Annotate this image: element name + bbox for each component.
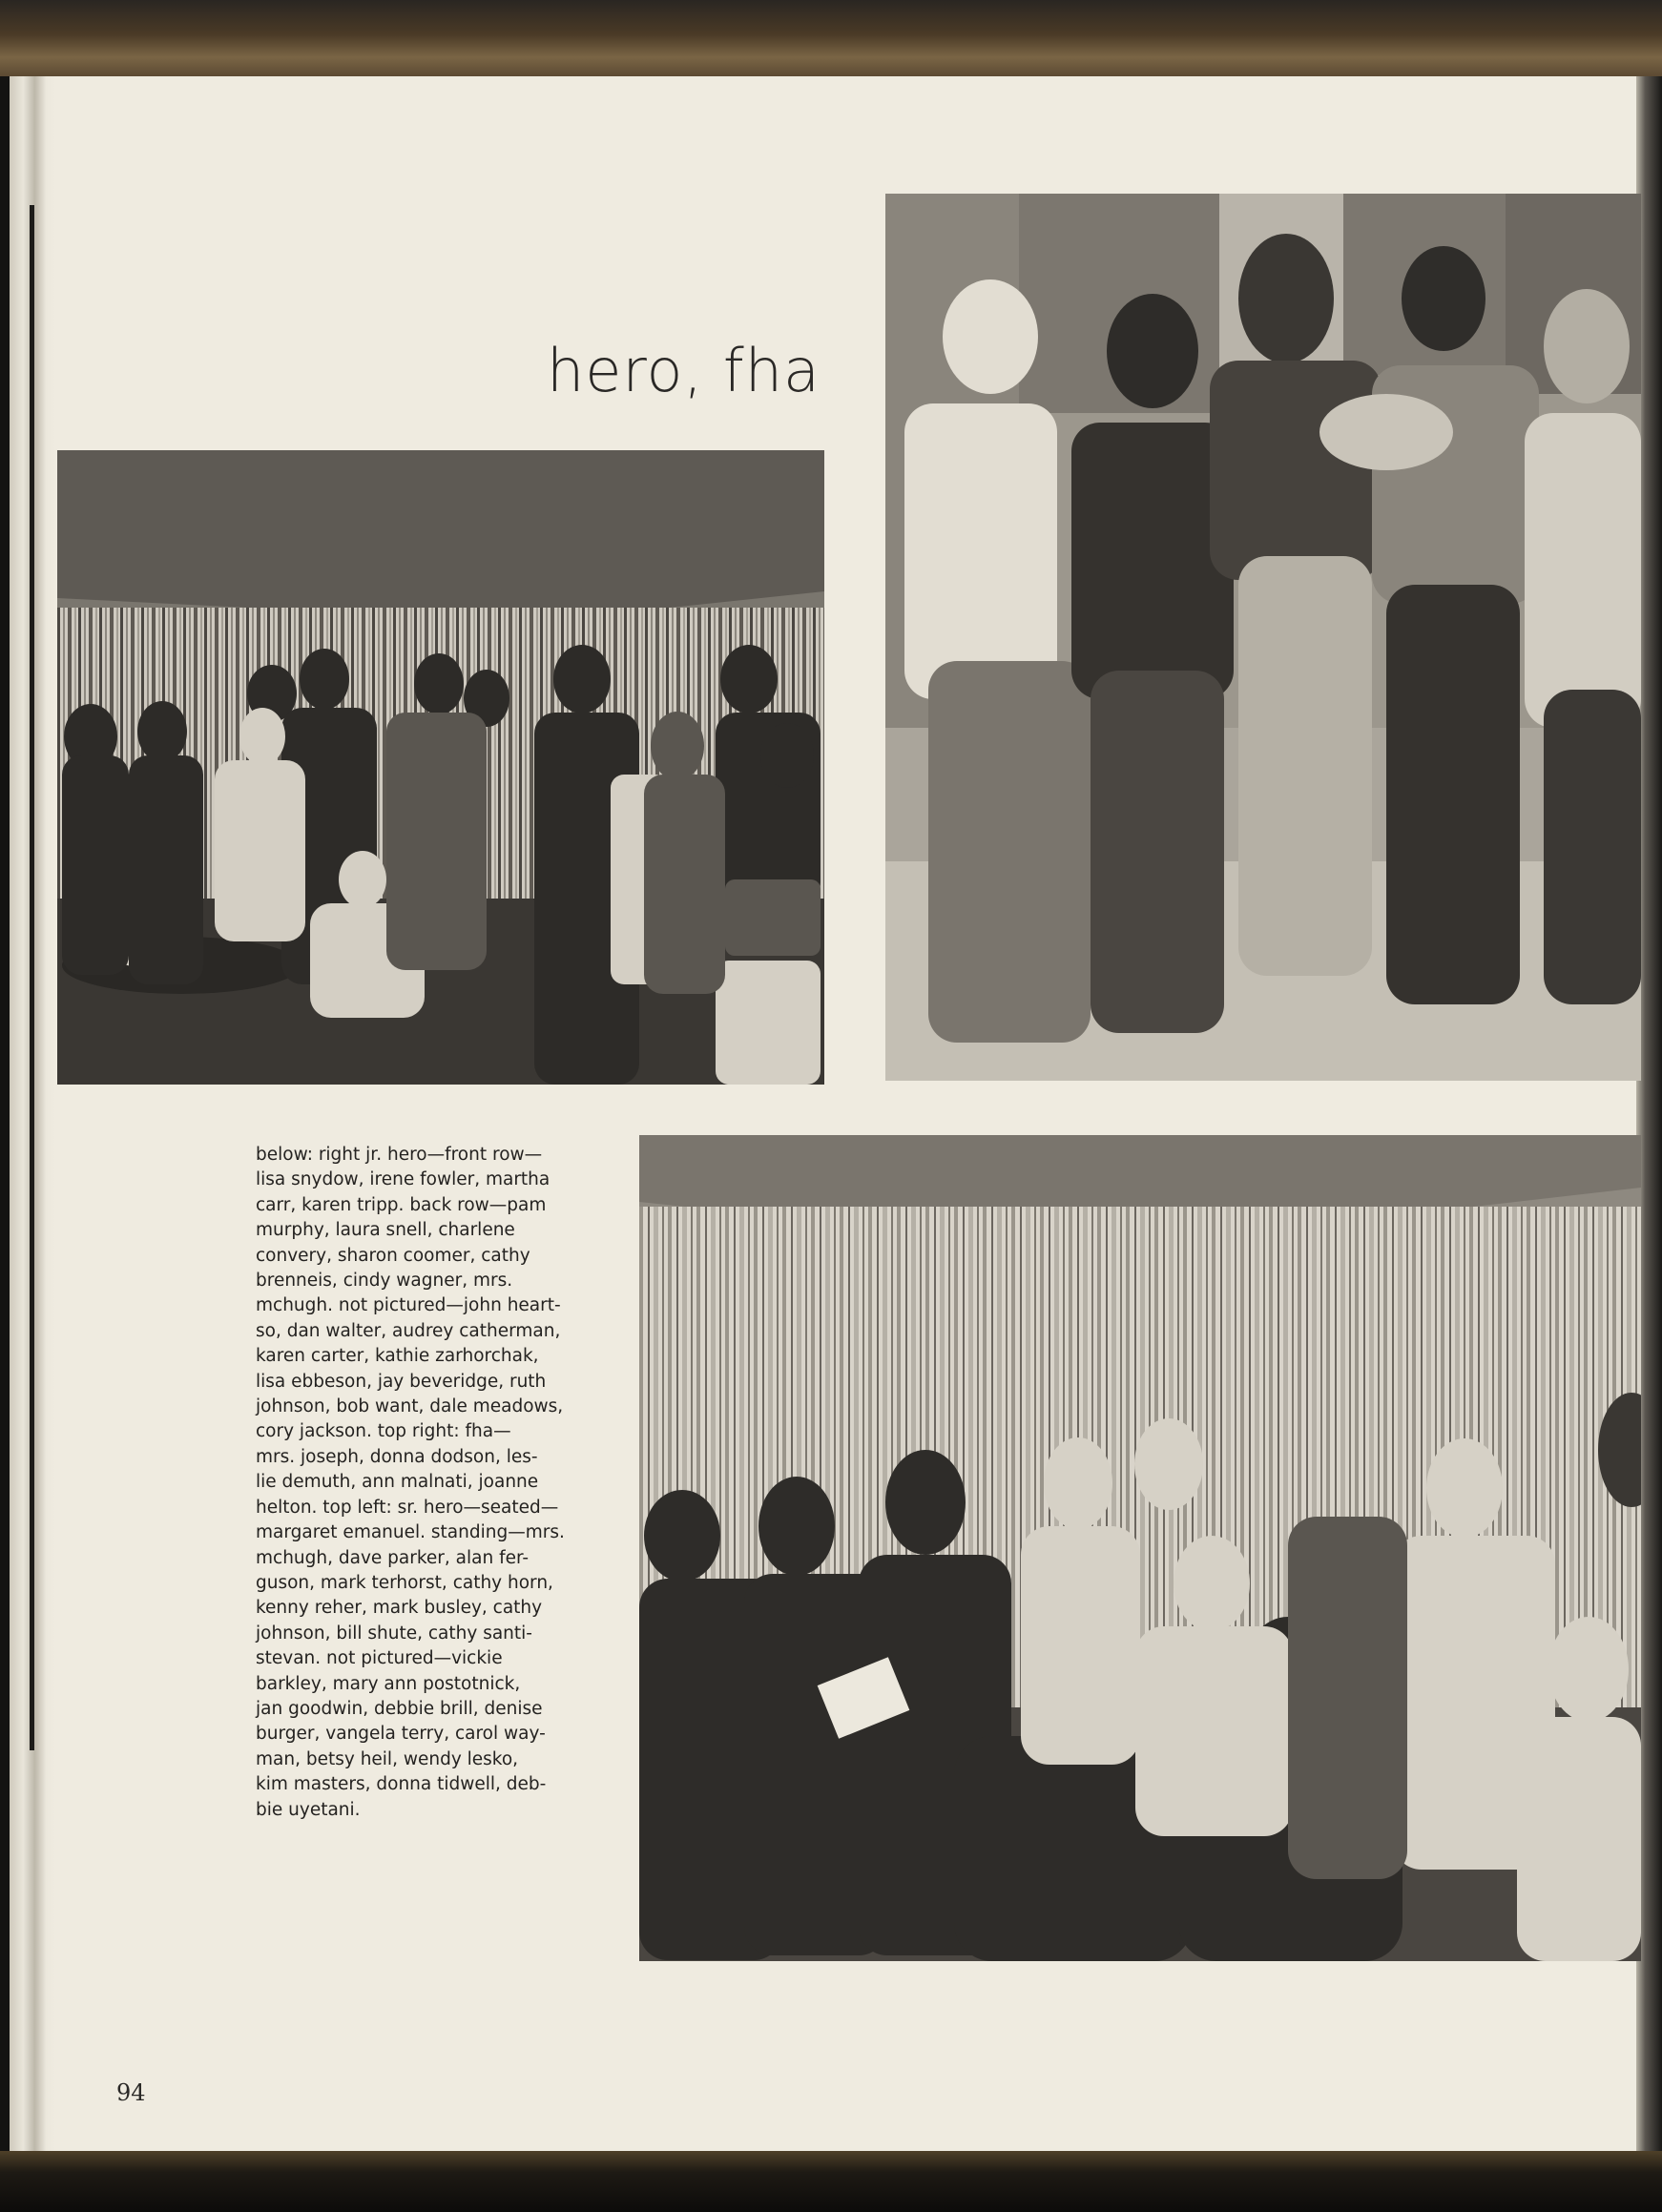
caption-line: stevan. not pictured—vickie xyxy=(256,1648,503,1669)
caption-line: lisa snydow, irene fowler, martha xyxy=(256,1169,551,1190)
caption-line: below: right jr. hero—front row— xyxy=(256,1145,543,1165)
caption-line: johnson, bob want, dale meadows, xyxy=(256,1396,564,1417)
caption-line: mchugh. not pictured—john heart- xyxy=(256,1295,561,1316)
caption-line: johnson, bill shute, cathy santi- xyxy=(256,1623,532,1643)
caption-line: carr, karen tripp. back row—pam xyxy=(256,1194,547,1215)
caption-line: convery, sharon coomer, cathy xyxy=(256,1245,530,1266)
caption-line: mrs. joseph, donna dodson, les- xyxy=(256,1446,538,1467)
caption-line: murphy, laura snell, charlene xyxy=(256,1220,515,1241)
photo-caption xyxy=(256,1143,580,1823)
caption-line: lie demuth, ann malnati, joanne xyxy=(256,1472,539,1493)
caption-line: man, betsy heil, wendy lesko, xyxy=(256,1748,519,1769)
page-title: hero, fha xyxy=(546,336,821,405)
caption-line: kenny reher, mark busley, cathy xyxy=(256,1598,543,1619)
caption-line: brenneis, cindy wagner, mrs. xyxy=(256,1271,513,1292)
group-photo-icon xyxy=(885,194,1641,1081)
caption-line: burger, vangela terry, carol way- xyxy=(256,1724,546,1745)
group-photo-icon xyxy=(639,1135,1641,1961)
caption-line: guson, mark terhorst, cathy horn, xyxy=(256,1572,553,1593)
caption-line: lisa ebbeson, jay beveridge, ruth xyxy=(256,1371,547,1392)
caption-line: mchugh, dave parker, alan fer- xyxy=(256,1547,530,1568)
caption-line: so, dan walter, audrey catherman, xyxy=(256,1320,561,1341)
caption-line: jan goodwin, debbie brill, denise xyxy=(256,1698,543,1719)
caption-line: barkley, mary ann postotnick, xyxy=(256,1673,521,1694)
caption-line: karen carter, kathie zarhorchak, xyxy=(256,1346,539,1367)
book-top-edge xyxy=(0,0,1662,76)
group-photo-icon xyxy=(57,450,824,1085)
caption-line: margaret emanuel. standing—mrs. xyxy=(256,1522,565,1543)
photo-jr-hero-group xyxy=(639,1135,1641,1961)
caption-line: kim masters, donna tidwell, deb- xyxy=(256,1774,547,1795)
binding-shadow-line xyxy=(30,205,34,1750)
caption-line: cory jackson. top right: fha— xyxy=(256,1421,511,1442)
book-bottom-edge xyxy=(0,2151,1662,2212)
page-number: 94 xyxy=(116,2079,146,2106)
photo-fha-group xyxy=(885,194,1641,1081)
photo-sr-hero-group xyxy=(57,450,824,1085)
caption-line: helton. top left: sr. hero—seated— xyxy=(256,1497,559,1518)
caption-line: bie uyetani. xyxy=(256,1799,361,1820)
